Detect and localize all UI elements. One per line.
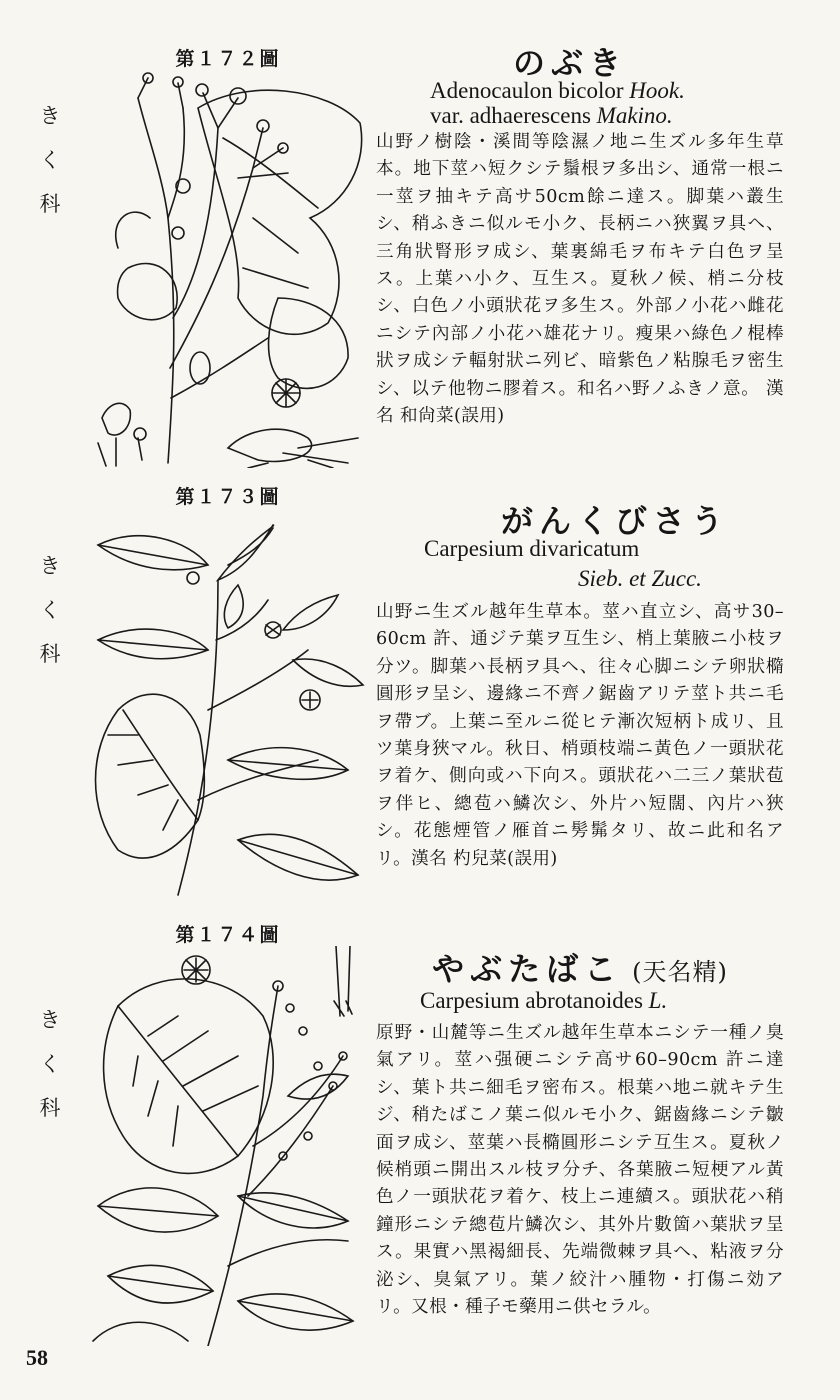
species-description: 山野ノ樹陰・溪間等陰濕ノ地ニ生ズル多年生草本。地下莖ハ短クシテ鬚根ヲ多出シ、通常一根ニ一莖ヲ抽キテ高サ50cm餘ニ達ス。脚葉ハ叢生シ、稍ふきニ似ルモ小ク、長柄ニハ狹翼ヲ具ヘ、三角狀腎形ヲ成シ、葉裏綿毛ヲ布キテ白色ヲ呈ス。上葉ハ小ク、互生ス。夏秋ノ候、梢ニ分枝シ、白色ノ小頭狀花ヲ多生ス。外部ノ小花ハ雌花ニシテ內部ノ小花ハ雄花ナリ。瘦果ハ綠色ノ棍棒狀ヲ成シテ輻射狀ニ列ビ、暗紫色ノ粘腺毛ヲ密生シ、以テ他物ニ膠着ス。和名ハ野ノふきノ意。 漢名 和尙菜(誤用) [376,132,784,427]
entry-173 [0,470,840,910]
japanese-name: がんくびさう [500,502,729,540]
japanese-name: やぶたばこ (天名精) [432,950,728,988]
alternate-name: (天名精) [632,958,728,986]
scientific-name: Adenocaulon bicolor Hook. [430,78,685,103]
scientific-name-variety: var. adhaerescens Makino. [430,103,673,128]
plant-illustration-carpesium-divaricatum [78,520,368,905]
species-description: 原野・山麓等ニ生ズル越年生草本ニシテ一種ノ臭氣アリ。莖ハ强硬ニシテ高サ60–90cm 許ニ達シ、葉ト共ニ細毛ヲ密布ス。根葉ハ地ニ就キテ生ジ、稍たばこノ葉ニ似ルモ小ク、鋸齒緣ニシテ皺面ヲ成シ、莖葉ハ長橢圓形ニシテ互生ス。夏秋ノ候梢頭ニ開出スル枝ヲ分チ、各葉腋ニ短梗アル黃色ノ一頭狀花ヲ着ケ、枝上ニ連續ス。頭狀花ハ稍鐘形ニシテ總苞片鱗次シ、其外片數箇ハ葉狀ヲ呈ス。果實ハ黑褐細長、先端微棘ヲ具ヘ、粘液ヲ分泌シ、臭氣アリ。葉ノ絞汁ハ腫物・打傷ニ効アリ。又根・種子モ藥用ニ供セラル。 [376,1023,784,1318]
family-label: き く 科 [39,104,61,216]
figure-label: 第１７３圖 [175,486,281,508]
species-description: 山野ニ生ズル越年生草本。莖ハ直立シ、高サ30–60cm 許、通ジテ葉ヲ互生シ、梢上葉腋ニ小枝ヲ分ツ。脚葉ハ長柄ヲ具ヘ、往々心脚ニシテ卵狀橢圓形ヲ呈シ、邊緣ニ不齊ノ鋸齒アリテ莖ト共ニ毛ヲ帶ブ。上葉ニ至ルニ從ヒテ漸次短柄ト成リ、且ツ葉身狹マル。秋日、梢頭枝端ニ黃色ノ一頭狀花ヲ着ケ、側向或ハ下向ス。頭狀花ハ二三ノ葉狀苞ヲ伴ヒ、總苞ハ鱗次シ、外片ハ短闊、內片ハ狹シ。花態煙管ノ雁首ニ髣髴タリ、故ニ此和名アリ。漢名 杓兒菜(誤用) [376,602,784,869]
page-number: 58 [26,1345,48,1370]
plant-illustration-carpesium-abrotanoides [78,946,368,1346]
family-label: き く 科 [39,1008,61,1120]
figure-label: 第１７４圖 [175,924,281,946]
family-label: き く 科 [39,554,61,666]
entry-172 [0,0,840,470]
plant-illustration-adenocaulon [78,68,368,468]
entry-174 [0,910,840,1350]
figure-label: 第１７２圖 [175,48,281,70]
scientific-name-author: Sieb. et Zucc. [578,566,702,591]
scientific-name: Carpesium abrotanoides L. [420,988,668,1013]
scientific-name: Carpesium divaricatum [424,536,640,561]
japanese-name: のぶき [512,44,627,82]
